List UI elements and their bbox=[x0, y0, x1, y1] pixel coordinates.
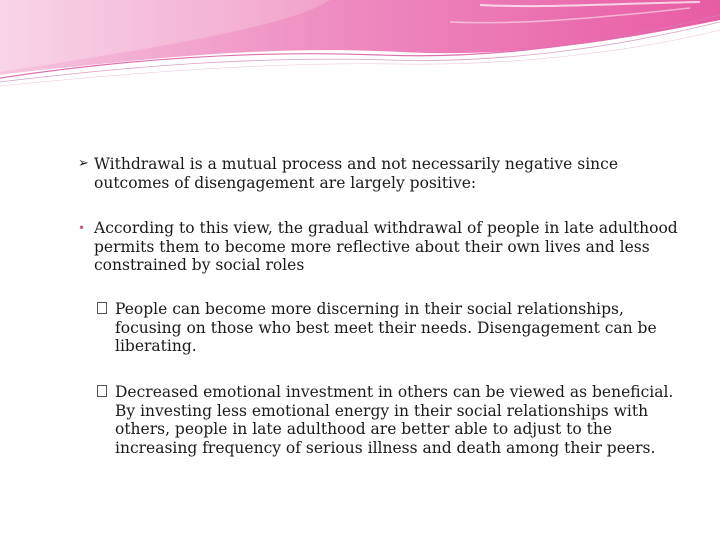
sub-bullet-item bbox=[97, 383, 687, 457]
box-bullet-icon bbox=[97, 385, 107, 397]
sub-bullet-text: People can become more discerning in their social relationships, focusing on those who best meet their needs. Disengagement can be liberating. bbox=[115, 300, 657, 355]
bullet-item bbox=[78, 155, 678, 192]
sub-bullet-text: Decreased emotional investment in others can be viewed as beneficial. By investing less emotional energy in their social relationships with others, people in late adulthood are better able to adjust to the increasing frequency of serious illness and death among their peers. bbox=[115, 383, 674, 457]
sub-bullet-item bbox=[97, 300, 687, 356]
bullet-text: Withdrawal is a mutual process and not necessarily negative since outcomes of disengagement are largely positive: bbox=[94, 155, 618, 192]
box-bullet-icon bbox=[97, 302, 107, 314]
bullet-item bbox=[78, 219, 688, 275]
arrow-bullet-icon: ➢ bbox=[78, 156, 89, 171]
dot-bullet-icon: • bbox=[78, 221, 86, 235]
bullet-text: According to this view, the gradual withdrawal of people in late adulthood permits them to become more reflective about their own lives and less constrained by social roles bbox=[94, 219, 678, 274]
